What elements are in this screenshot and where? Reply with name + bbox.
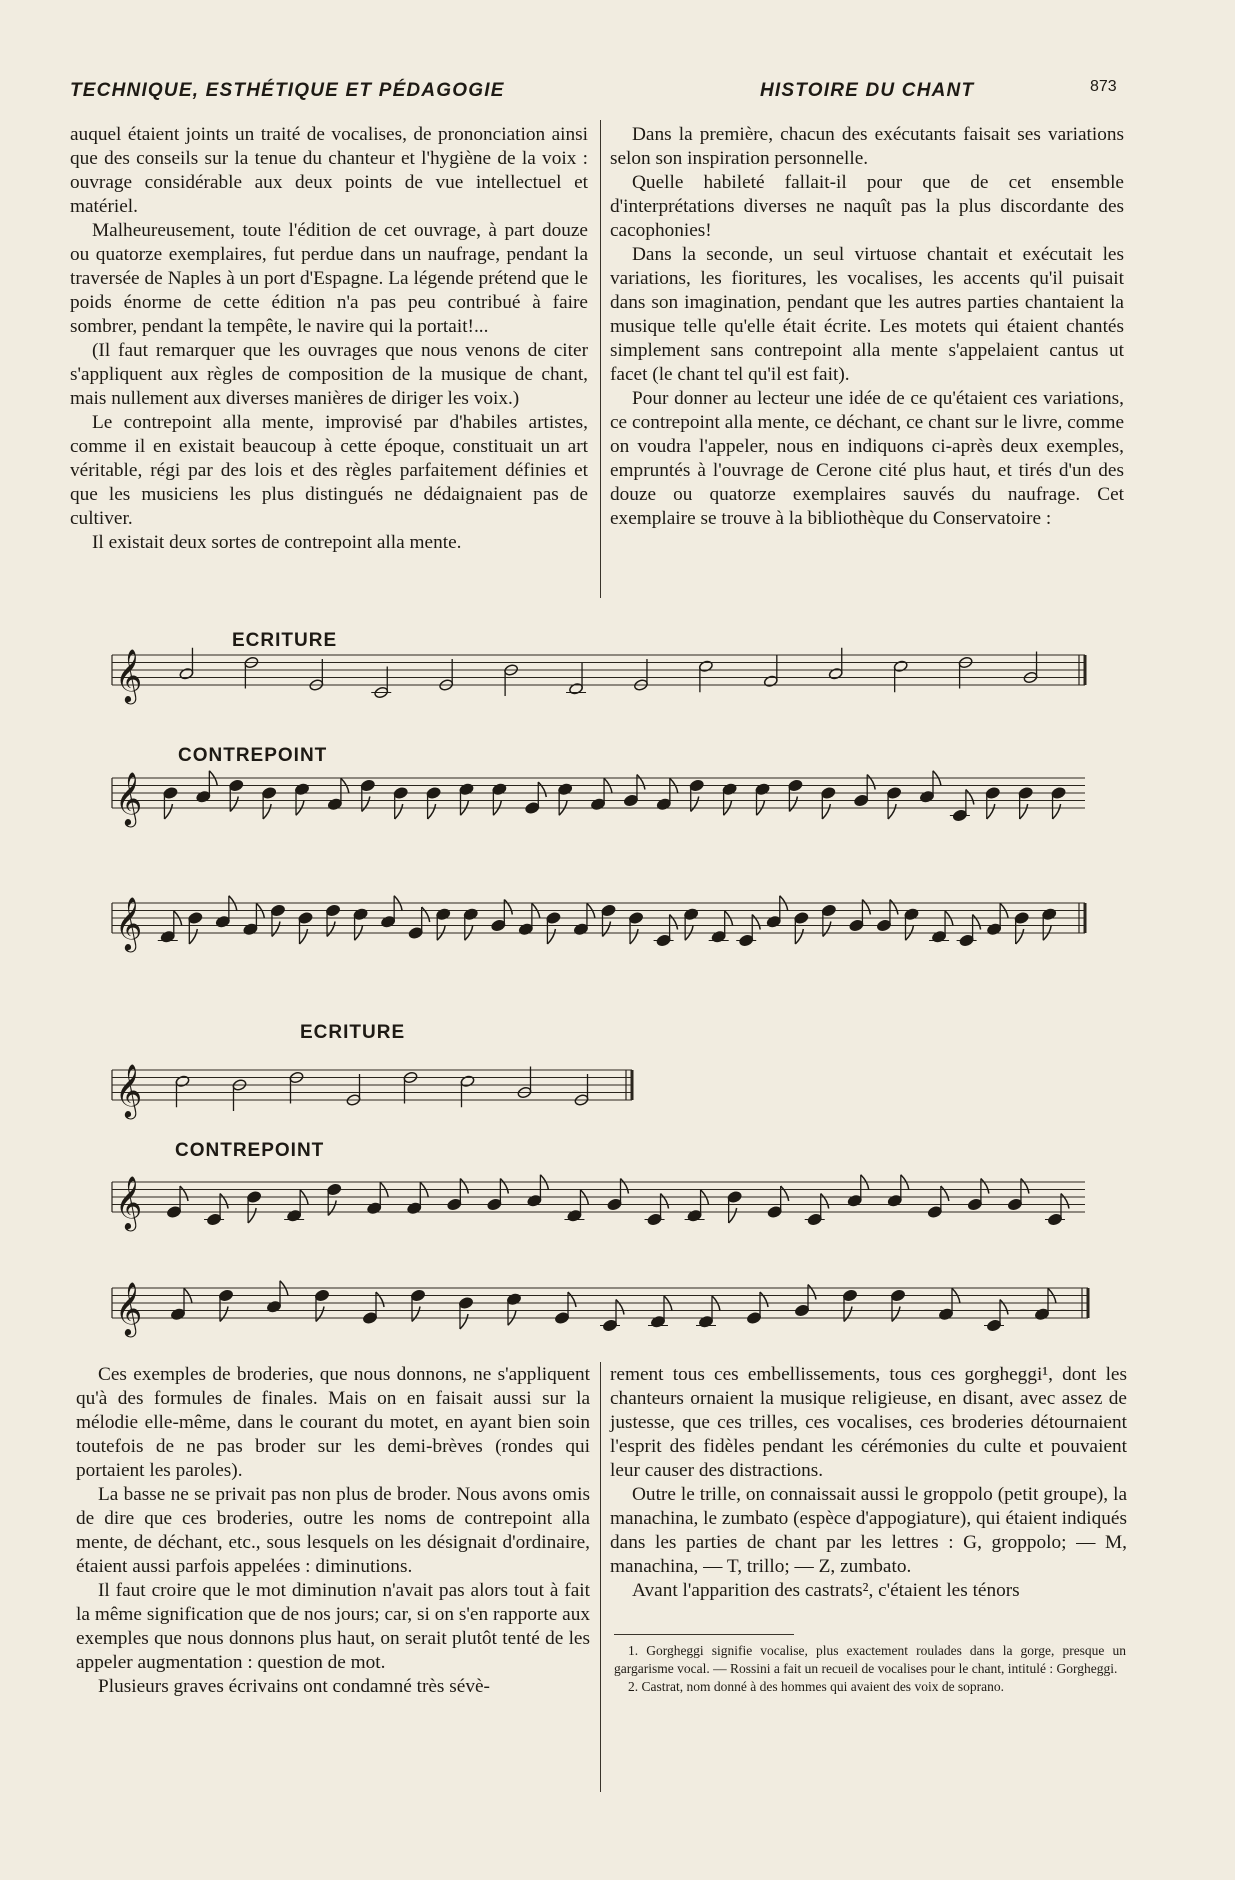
note-flag [987,804,995,819]
paragraph: rement tous ces embellissements, tous ces gorgheggi¹, dont les chanteurs ornaient la musique religieuse, en disant, avec assez de justesse, que ces trilles, ces vocalises, ces broderies détournaient l'esprit des fidèles pendant les cérémonies du culte et pouvaient leur causer des distractions. [610,1364,1127,1481]
note-flag [180,1186,188,1201]
treble-clef-icon: 𝄞 [115,648,143,702]
note-flag [164,804,172,819]
note-flag [248,1208,256,1223]
paragraph: Outre le trille, on connaissait aussi le groppolo (petit groupe), la manachina, le zumbato (espèce d'appogiature), qui étaient indiqués dans les parties de chant par les lettres : G, groppolo; — M, manachina, — T, trillo; — Z, zumbato. [610,1484,1127,1577]
note-head [175,1075,190,1088]
note-flag [189,929,197,944]
paragraph: (Il faut remarquer que les ouvrages que nous venons de citer s'appliquent aux règles de composition de la musique de chant, mais nullement aux diverses manières de diriger les voix.) [70,340,588,409]
note-flag [670,915,678,930]
paragraph: Il faut croire que le mot diminution n'avait pas alors tout à fait la même signification que de nos jours; car, si on s'en rapporte aux exemples que nous donnons plus haut, on serait plutôt tenté de les appeler augmentation : question de mot. [76,1580,590,1673]
note-flag [890,900,898,915]
note-flag [395,804,403,819]
note-flag [428,804,436,819]
note-head [590,798,605,811]
note-head [767,1206,782,1219]
text-column-bottom-left [76,1363,590,1699]
note-head [447,1198,462,1211]
paragraph: Dans la première, chacun des exécutants faisait ses variations selon son inspiration personnelle. [610,124,1124,169]
note-head [410,1289,425,1302]
note-head [160,930,175,943]
note-head [567,1209,582,1222]
note-flag [808,1285,816,1300]
treble-clef-icon: 𝄞 [115,1175,143,1229]
note-head [722,783,737,796]
note-head [821,904,836,917]
note-head [763,675,778,688]
note-head [656,798,671,811]
note-head [229,779,244,792]
note-head [847,1194,862,1207]
music-label-contrepoint-2: CONTREPOINT [175,1140,325,1161]
note-flag [500,1179,508,1194]
note-flag [1016,929,1024,944]
note-head [360,779,375,792]
note-flag [661,1194,669,1209]
note-flag [422,907,430,922]
note-head [794,1304,809,1317]
note-head [698,1315,713,1328]
note-head [746,1312,761,1325]
paragraph: Ces exemples de broderies, que nous donnons, ne s'appliquent qu'à des formules de finales. Mais on en faisait aussi sur la mélodie elle-même, dans le courant du motet, en ayant bien soin toutefois de ne pas broder sur les demi-brèves (rondes qui portaient les paroles). [76,1364,590,1481]
note-head [491,919,506,932]
note-head [919,790,934,803]
note-head [755,783,770,796]
note-head [327,798,342,811]
note-head [698,660,713,673]
note-head [684,908,699,921]
music-label-ecriture-2: ECRITURE [300,1022,406,1043]
column-divider-top [600,120,601,598]
note-flag [752,915,760,930]
note-head [459,783,474,796]
paragraph: Le contrepoint alla mente, improvisé par d'habiles artistes, comme il en existait beaucoup à cette époque, constituait un art véritable, régi par des lois et des règles parfaitement définies et que les musiciens les plus distingués ne dédaignaient pas de cultiver. [70,412,588,529]
note-flag [230,797,238,812]
note-head [887,1194,902,1207]
note-head [828,667,843,680]
note-head [711,930,726,943]
note-head [854,794,869,807]
note-head [558,783,573,796]
note-head [876,919,891,932]
note-flag [504,900,512,915]
note-flag [821,1194,829,1209]
note-head [506,1293,521,1306]
note-head [463,908,478,921]
text-column-bottom-right [610,1363,1127,1603]
running-header-left: TECHNIQUE, ESTHÉTIQUE ET PÉDAGOGIE [70,80,505,101]
note-flag [1020,804,1028,819]
note-flag [460,1314,468,1329]
note-head [170,1308,185,1321]
note-head [1014,912,1029,925]
note-flag [616,1300,624,1315]
note-head [266,1300,281,1313]
note-head [325,904,340,917]
note-head [436,908,451,921]
note-head [623,794,638,807]
note-head [247,1191,262,1204]
note-head [262,787,277,800]
note-head [525,802,540,815]
note-flag [412,1307,420,1322]
note-head [1051,787,1066,800]
note-flag [272,922,280,937]
note-head [893,660,908,673]
note-head [353,908,368,921]
note-flag [973,915,981,930]
paragraph: Quelle habileté fallait-il pour que de cet ensemble d'interprétations diverses ne naquît pas la plus discordante des cacophonies! [610,172,1124,241]
note-head [628,912,643,925]
note-flag [1000,1300,1008,1315]
running-header-right: HISTOIRE DU CHANT [760,80,975,101]
note-flag [621,1179,629,1194]
note-flag [547,929,555,944]
note-head [1042,908,1057,921]
note-flag [981,1179,989,1194]
note-head [650,1315,665,1328]
paragraph: Malheureusement, toute l'édition de cet ouvrage, à part douze ou quatorze exemplaires, fut perdue dans un naufrage, pendant la traversée de Naples à un port d'Espagne. La légende prétend que le poids énorme de cette édition n'a pas peu contribué à faire sombrer, pendant la tempête, le navire qui la portait!... [70,220,588,337]
note-head [287,1209,302,1222]
footnote-1: 1. Gorgheggi signifie vocalise, plus exactement roulades dans la gorge, presque un gargarisme vocal. — Rossini a fait un recueil de vocalises pour le chant, intitulé : Gorgheggi. [614,1643,1126,1676]
note-head [294,783,309,796]
note-head [568,682,583,695]
note-head [196,790,211,803]
note-flag [1021,1179,1029,1194]
note-head [887,787,902,800]
note-flag [795,929,803,944]
note-head [492,783,507,796]
note-head [166,1206,181,1219]
note-head [554,1312,569,1325]
note-head [601,904,616,917]
footnotes [614,1642,1126,1696]
note-head [362,1312,377,1325]
note-head [458,1297,473,1310]
note-head [408,927,423,940]
note-head [890,1289,905,1302]
note-head [727,1191,742,1204]
paragraph: La basse ne se privait pas non plus de broder. Nous avons omis de dire que ces broderies, outre les noms de contrepoint alla mente, de déchant, etc., sous lesquels on les désignait d'ordinaire, étaient aussi parfois appelées : diminutions. [76,1484,590,1577]
note-flag [966,790,974,805]
note-head [243,923,258,936]
note-head [1007,1198,1022,1211]
note-flag [729,1208,737,1223]
note-flag [1061,1194,1069,1209]
text-column-top-right [610,123,1124,531]
note-flag [603,922,611,937]
treble-clef-icon: 𝄞 [115,771,143,825]
note-flag [362,797,370,812]
paragraph: Pour donner au lecteur une idée de ce qu'étaient ces variations, ce contrepoint alla mente, ce déchant, ce chant sur le livre, comme on voudra l'appeler, nous en indiquons ci-après deux exemples, empruntés à l'ouvrage de Cerone cité plus haut, et tirés d'un des douze ou quatorze exemplaires sauvés du naufrage. Cet exemplaire se trouve à la bibliothèque du Conservatoire : [610,388,1124,529]
paragraph: Dans la seconde, un seul virtuose chantait et exécutait les variations, les fioritures, les vocalises, les accents qu'il puisait dans son imagination, pendant que les autres parties chantaient la musique telle qu'elle était écrite. Les motets qui étaient chantés simplement sans contrepoint alla mente s'appelaient cantus ut facet (le chant tel qu'il est fait). [610,244,1124,385]
note-head [381,915,396,928]
note-head [327,1183,342,1196]
note-head [842,1289,857,1302]
note-flag [538,782,546,797]
note-flag [568,1292,576,1307]
note-head [460,1075,475,1088]
paragraph: Avant l'apparition des castrats², c'étaient les ténors [632,1580,1020,1601]
treble-clef-icon: 𝄞 [115,1281,143,1335]
note-flag [941,1186,949,1201]
note-head [1018,787,1033,800]
note-head [904,908,919,921]
music-examples [0,620,1235,1340]
note-flag [220,1194,228,1209]
note-head [188,912,203,925]
note-flag [867,775,875,790]
note-flag [376,1292,384,1307]
note-head [163,787,178,800]
note-head [788,779,803,792]
note-flag [789,797,797,812]
note-flag [892,1307,900,1322]
note-head [931,930,946,943]
note-flag [823,922,831,937]
note-flag [327,922,335,937]
note-head [367,1202,382,1215]
text-column-top-left [70,123,588,555]
note-head [687,1209,702,1222]
note-head [794,912,809,925]
note-flag [263,804,271,819]
note-head [927,1206,942,1219]
paragraph: Plusieurs graves écrivains ont condamné très sévè- [98,1676,490,1697]
column-divider-bottom [600,1362,601,1792]
note-head [938,1308,953,1321]
note-head [987,923,1002,936]
note-head [314,1289,329,1302]
note-head [487,1198,502,1211]
note-head [821,787,836,800]
note-flag [844,1307,852,1322]
note-flag [781,1186,789,1201]
note-head [546,912,561,925]
note-head [689,779,704,792]
treble-clef-icon: 𝄞 [115,896,143,950]
note-flag [630,929,638,944]
note-head [527,1194,542,1207]
note-head [393,787,408,800]
note-head [967,1198,982,1211]
footnote-2: 2. Castrat, nom donné à des hommes qui avaient des voix de soprano. [628,1679,1005,1694]
note-head [985,787,1000,800]
note-head [179,667,194,680]
note-flag [220,1307,228,1322]
note-flag [760,1292,768,1307]
paragraph: Il existait deux sortes de contrepoint alla mente. [92,532,462,553]
note-head [298,912,313,925]
note-flag [822,804,830,819]
note-head [573,923,588,936]
note-flag [637,775,645,790]
note-head [607,1198,622,1211]
note-head [215,915,230,928]
note-head [426,787,441,800]
music-label-contrepoint-1: CONTREPOINT [178,745,328,766]
note-head [407,1202,422,1215]
note-head [766,915,781,928]
note-flag [691,797,699,812]
note-flag [1053,804,1061,819]
note-flag [300,929,308,944]
note-flag [460,1179,468,1194]
footnote-rule [614,1634,794,1635]
note-head [518,923,533,936]
note-head [1034,1308,1049,1321]
note-head [270,904,285,917]
note-flag [316,1307,324,1322]
treble-clef-icon: 𝄞 [115,1063,143,1117]
music-label-ecriture-1: ECRITURE [232,630,338,651]
note-flag [328,1201,336,1216]
note-head [849,919,864,932]
note-flag [888,804,896,819]
page-number: 873 [1090,78,1117,95]
paragraph: auquel étaient joints un traité de vocalises, de prononciation ainsi que des conseils sur la tenue du chanteur et l'hygiène de la voix : ouvrage considérable aux deux points de vue intellectuel et matériel. [70,124,588,217]
note-flag [862,900,870,915]
note-head [218,1289,233,1302]
